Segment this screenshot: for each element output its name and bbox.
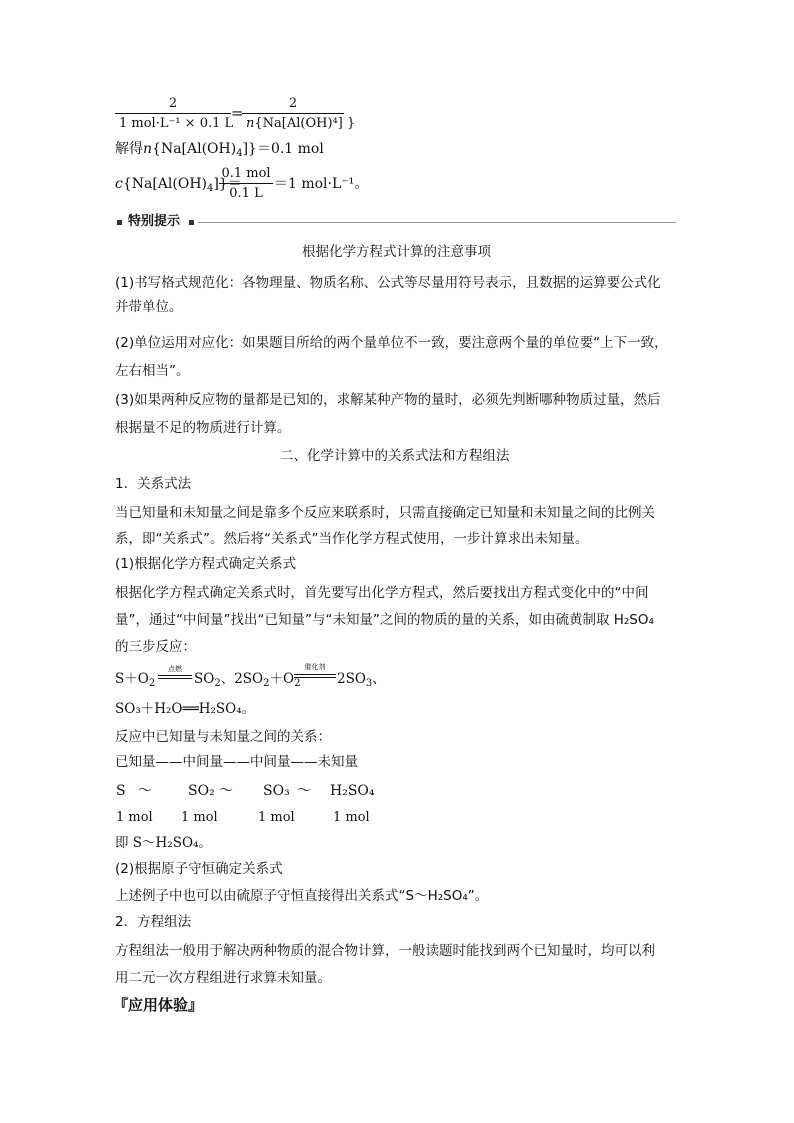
amount-1: 1 mol: [116, 810, 153, 825]
amount-3: 1 mol: [258, 810, 295, 825]
fraction-right-numerator: 2: [288, 96, 298, 111]
concentration-line: $c\{Na[Al(OH)_4]\}=$: [115, 176, 242, 194]
s2-title: 2．方程组法: [115, 914, 192, 930]
tip-item-2: (2)单位运用对应化：如果题目所给的两个量单位不一致，要注意两个量的单位要“上下一致， 左右相当”。: [115, 335, 668, 379]
tip-title: 特别提示: [128, 214, 181, 229]
arrow-catalyst-label: 催化剂: [304, 663, 326, 671]
s1-sub1-title: (1)根据化学方程式确定关系式: [115, 556, 297, 572]
arrow-catalyst: [294, 662, 336, 686]
species-so2: SO₂: [188, 783, 215, 799]
species-s: S: [116, 783, 126, 799]
reaction-line-1b: $SO_2$、$2SO_2+O_2$: [194, 671, 301, 689]
fraction-right: [242, 96, 356, 131]
fraction-left-numerator: 2: [168, 96, 178, 111]
solve-line: 解得$n\{Na[Al(OH)_4]\}=0.1$ mol: [115, 141, 324, 159]
relation-intro: 反应中已知量与未知量之间的关系：: [115, 729, 331, 745]
s1-sub1-paragraph: 根据化学方程式确定关系式时，首先要写出化学方程式，然后要找出方程式变化中的“中间 量”，通过“中间量”找出“已知量”与“未知量”之间的物质的量的关系，如由硫黄制取 H₂SO₄ 的三步反应：: [115, 585, 654, 655]
concentration-result: ＝1 mol·L⁻¹。: [274, 176, 369, 192]
fraction-right-denominator: n{Na[Al(OH)⁴] }: [242, 113, 344, 131]
s2-paragraph: 方程组法一般用于解决两种物质的混合物计算，一般读题时能找到两个已知量时，均可以利 用二元一次方程组进行求算未知量。: [115, 943, 655, 986]
tip-marker-left: [117, 220, 122, 225]
amount-4: 1 mol: [333, 810, 370, 825]
tip-item-3: (3)如果两种反应物的量都是已知的，求解某种产物的量时，必须先判断哪种物质过量，然后 根据量不足的物质进行计算。: [115, 392, 661, 436]
reaction-line-1c: $2SO_3$、: [337, 671, 386, 689]
fraction-left-denominator: 1 mol·L⁻¹ × 0.1 L: [115, 113, 231, 131]
relation-result: 即 S～H₂SO₄。: [115, 835, 212, 851]
relation-chain: 已知量——中间量——中间量——未知量: [115, 754, 358, 770]
tilde-1: ～: [138, 783, 152, 799]
apply-heading: 『应用体验』: [113, 996, 204, 1014]
reaction-line-1: $S+O_2$: [115, 671, 156, 689]
equals-sign: =: [231, 104, 244, 122]
tip-marker-right: [189, 220, 194, 225]
fraction-left: [115, 96, 234, 131]
species-so3: SO₃: [263, 783, 290, 799]
arrow-ignite-label: 点燃: [168, 665, 182, 673]
tip-divider: [198, 222, 676, 223]
species-h2so4: H₂SO₄: [330, 783, 375, 799]
tip-item-1: (1)书写格式规范化：各物理量、物质名称、公式等尽量用符号表示，且数据的运算要公式化 并带单位。: [115, 275, 661, 315]
tilde-2: ～: [219, 783, 233, 799]
s1-title: 1．关系式法: [115, 476, 192, 492]
arrow-ignite: [158, 664, 192, 684]
tilde-3: ～: [297, 783, 311, 799]
section-title: 二、化学计算中的关系式法和方程组法: [280, 448, 510, 464]
concentration-fraction: 0.1 mol 0.1 L: [219, 166, 273, 201]
tip-heading: 根据化学方程式计算的注意事项: [302, 244, 491, 260]
s1-sub2-title: (2)根据原子守恒确定关系式: [115, 861, 283, 877]
s1-sub2-paragraph: 上述例子中也可以由硫原子守恒直接得出关系式“S～H₂SO₄”。: [115, 888, 489, 904]
reaction-line-2: SO₃＋H₂O══H₂SO₄。: [115, 701, 256, 717]
amount-2: 1 mol: [181, 810, 218, 825]
s1-paragraph: 当已知量和未知量之间是靠多个反应来联系时，只需直接确定已知量和未知量之间的比例关 系，即“关系式”。然后将“关系式”当作化学方程式使用，一步计算求出未知量。: [115, 505, 655, 547]
